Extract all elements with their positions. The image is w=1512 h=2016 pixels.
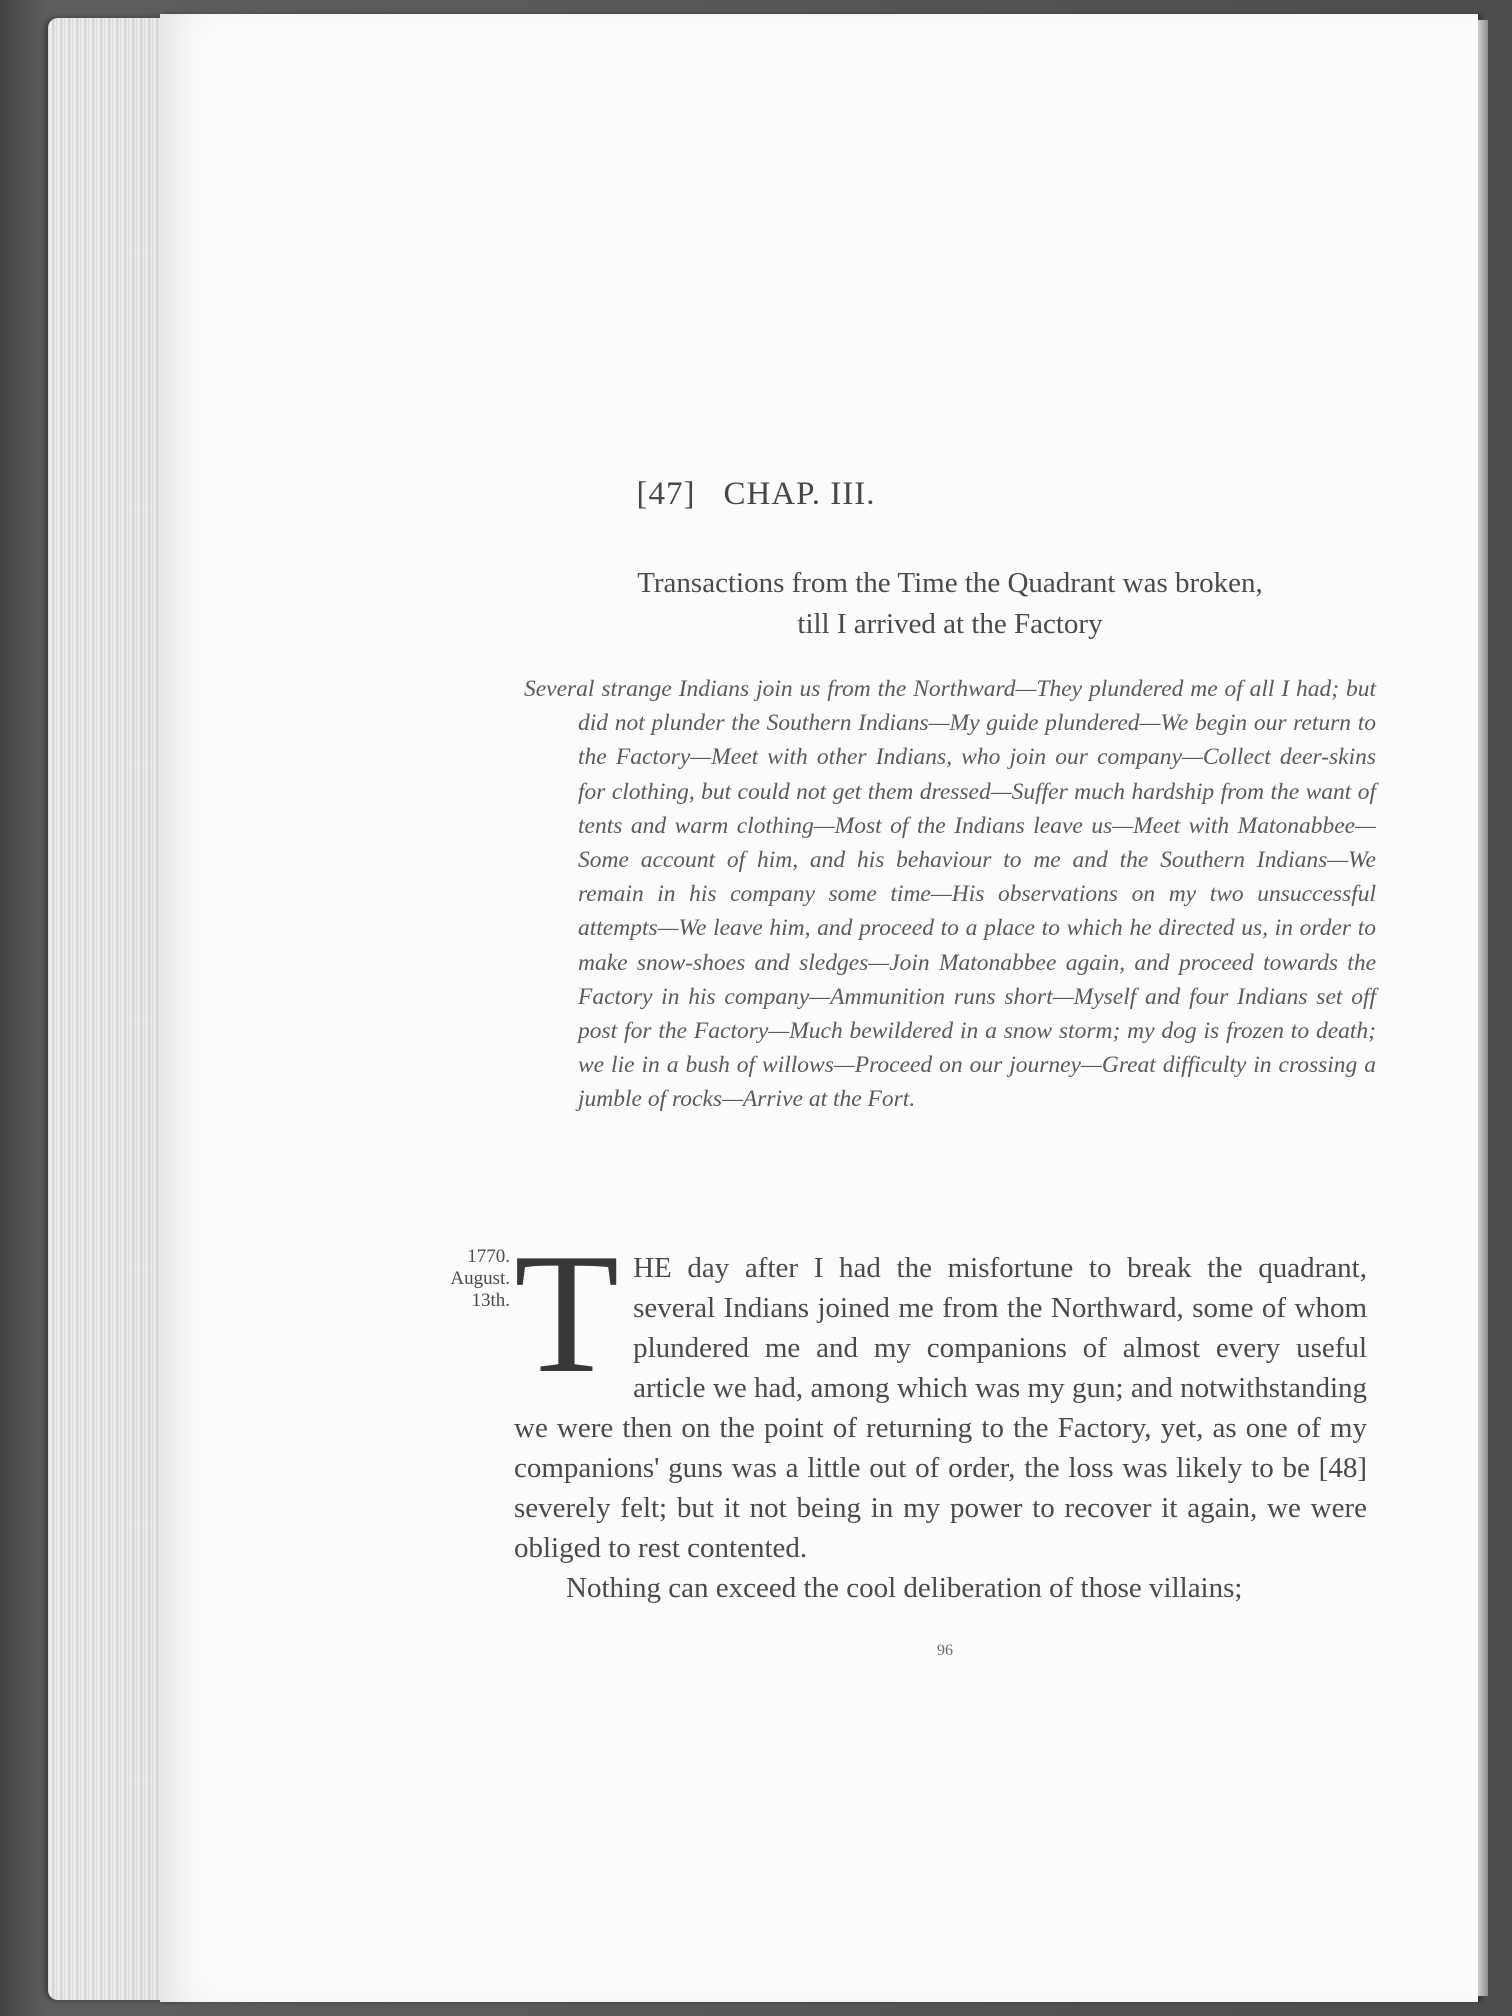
- page-number-bracket: [47]: [636, 476, 696, 512]
- page-edges-stack: [48, 18, 178, 2000]
- margin-month: August.: [450, 1268, 510, 1289]
- folio-number: 96: [937, 1642, 953, 1659]
- chapter-heading: [0, 476, 1512, 513]
- paragraph-1-text: HE day after I had the misfortune to break the quadrant, several Indians joined me from the Northward, some of whom plundered me and my companions of almost every useful article we had, among which was my gun; and notwithstanding we were then on the point of returning to the Factory, yet, as one of my companions' guns was a little out of order, the loss was likely to be [48] severely felt; but it not being in my power to recover it again, we were obliged to rest contented.: [514, 1252, 1367, 1564]
- paragraph-2: Nothing can exceed the cool deliberation of those villains;: [566, 1572, 1243, 1604]
- chapter-title: CHAP. III.: [723, 476, 876, 512]
- chapter-subtitle: [500, 563, 1400, 645]
- margin-day: 13th.: [471, 1290, 510, 1311]
- subtitle-line-2: till I arrived at the Factory: [797, 608, 1103, 640]
- drop-cap: T: [514, 1219, 620, 1409]
- page-right-edge: [1478, 20, 1488, 1996]
- chapter-summary: Several strange Indians join us from the Northward—They plundered me of all I had; but did not plunder the Southern Indians—My guide plundered—We begin our return to the Factory—Meet with other Indians, who join our company—Collect deer-skins for clothing, but could not get them dressed—Suffer much hardship from the want of tents and warm clothing—Most of the Indians leave us—Meet with Matonabbee—Some account of him, and his behaviour to me and the Southern Indians—We remain in his company some time—His observations on my two unsuccessful attempts—We leave him, and proceed to a place to which he directed us, in order to make snow-shoes and sledges—Join Matonabbee again, and proceed towards the Factory in his company—Ammunition runs short—Myself and four Indians set off post for the Factory—Much bewildered in a snow storm; my dog is frozen to death; we lie in a bush of willows—Proceed on our journey—Great difficulty in crossing a jumble of rocks—Arrive at the Fort.: [524, 676, 1376, 1113]
- paragraph-1: [514, 1219, 1367, 1568]
- margin-year: 1770.: [467, 1246, 510, 1267]
- body-text: [514, 1219, 1367, 1608]
- margin-date-note: [420, 1246, 510, 1312]
- subtitle-line-1: Transactions from the Time the Quadrant was broken,: [637, 567, 1263, 599]
